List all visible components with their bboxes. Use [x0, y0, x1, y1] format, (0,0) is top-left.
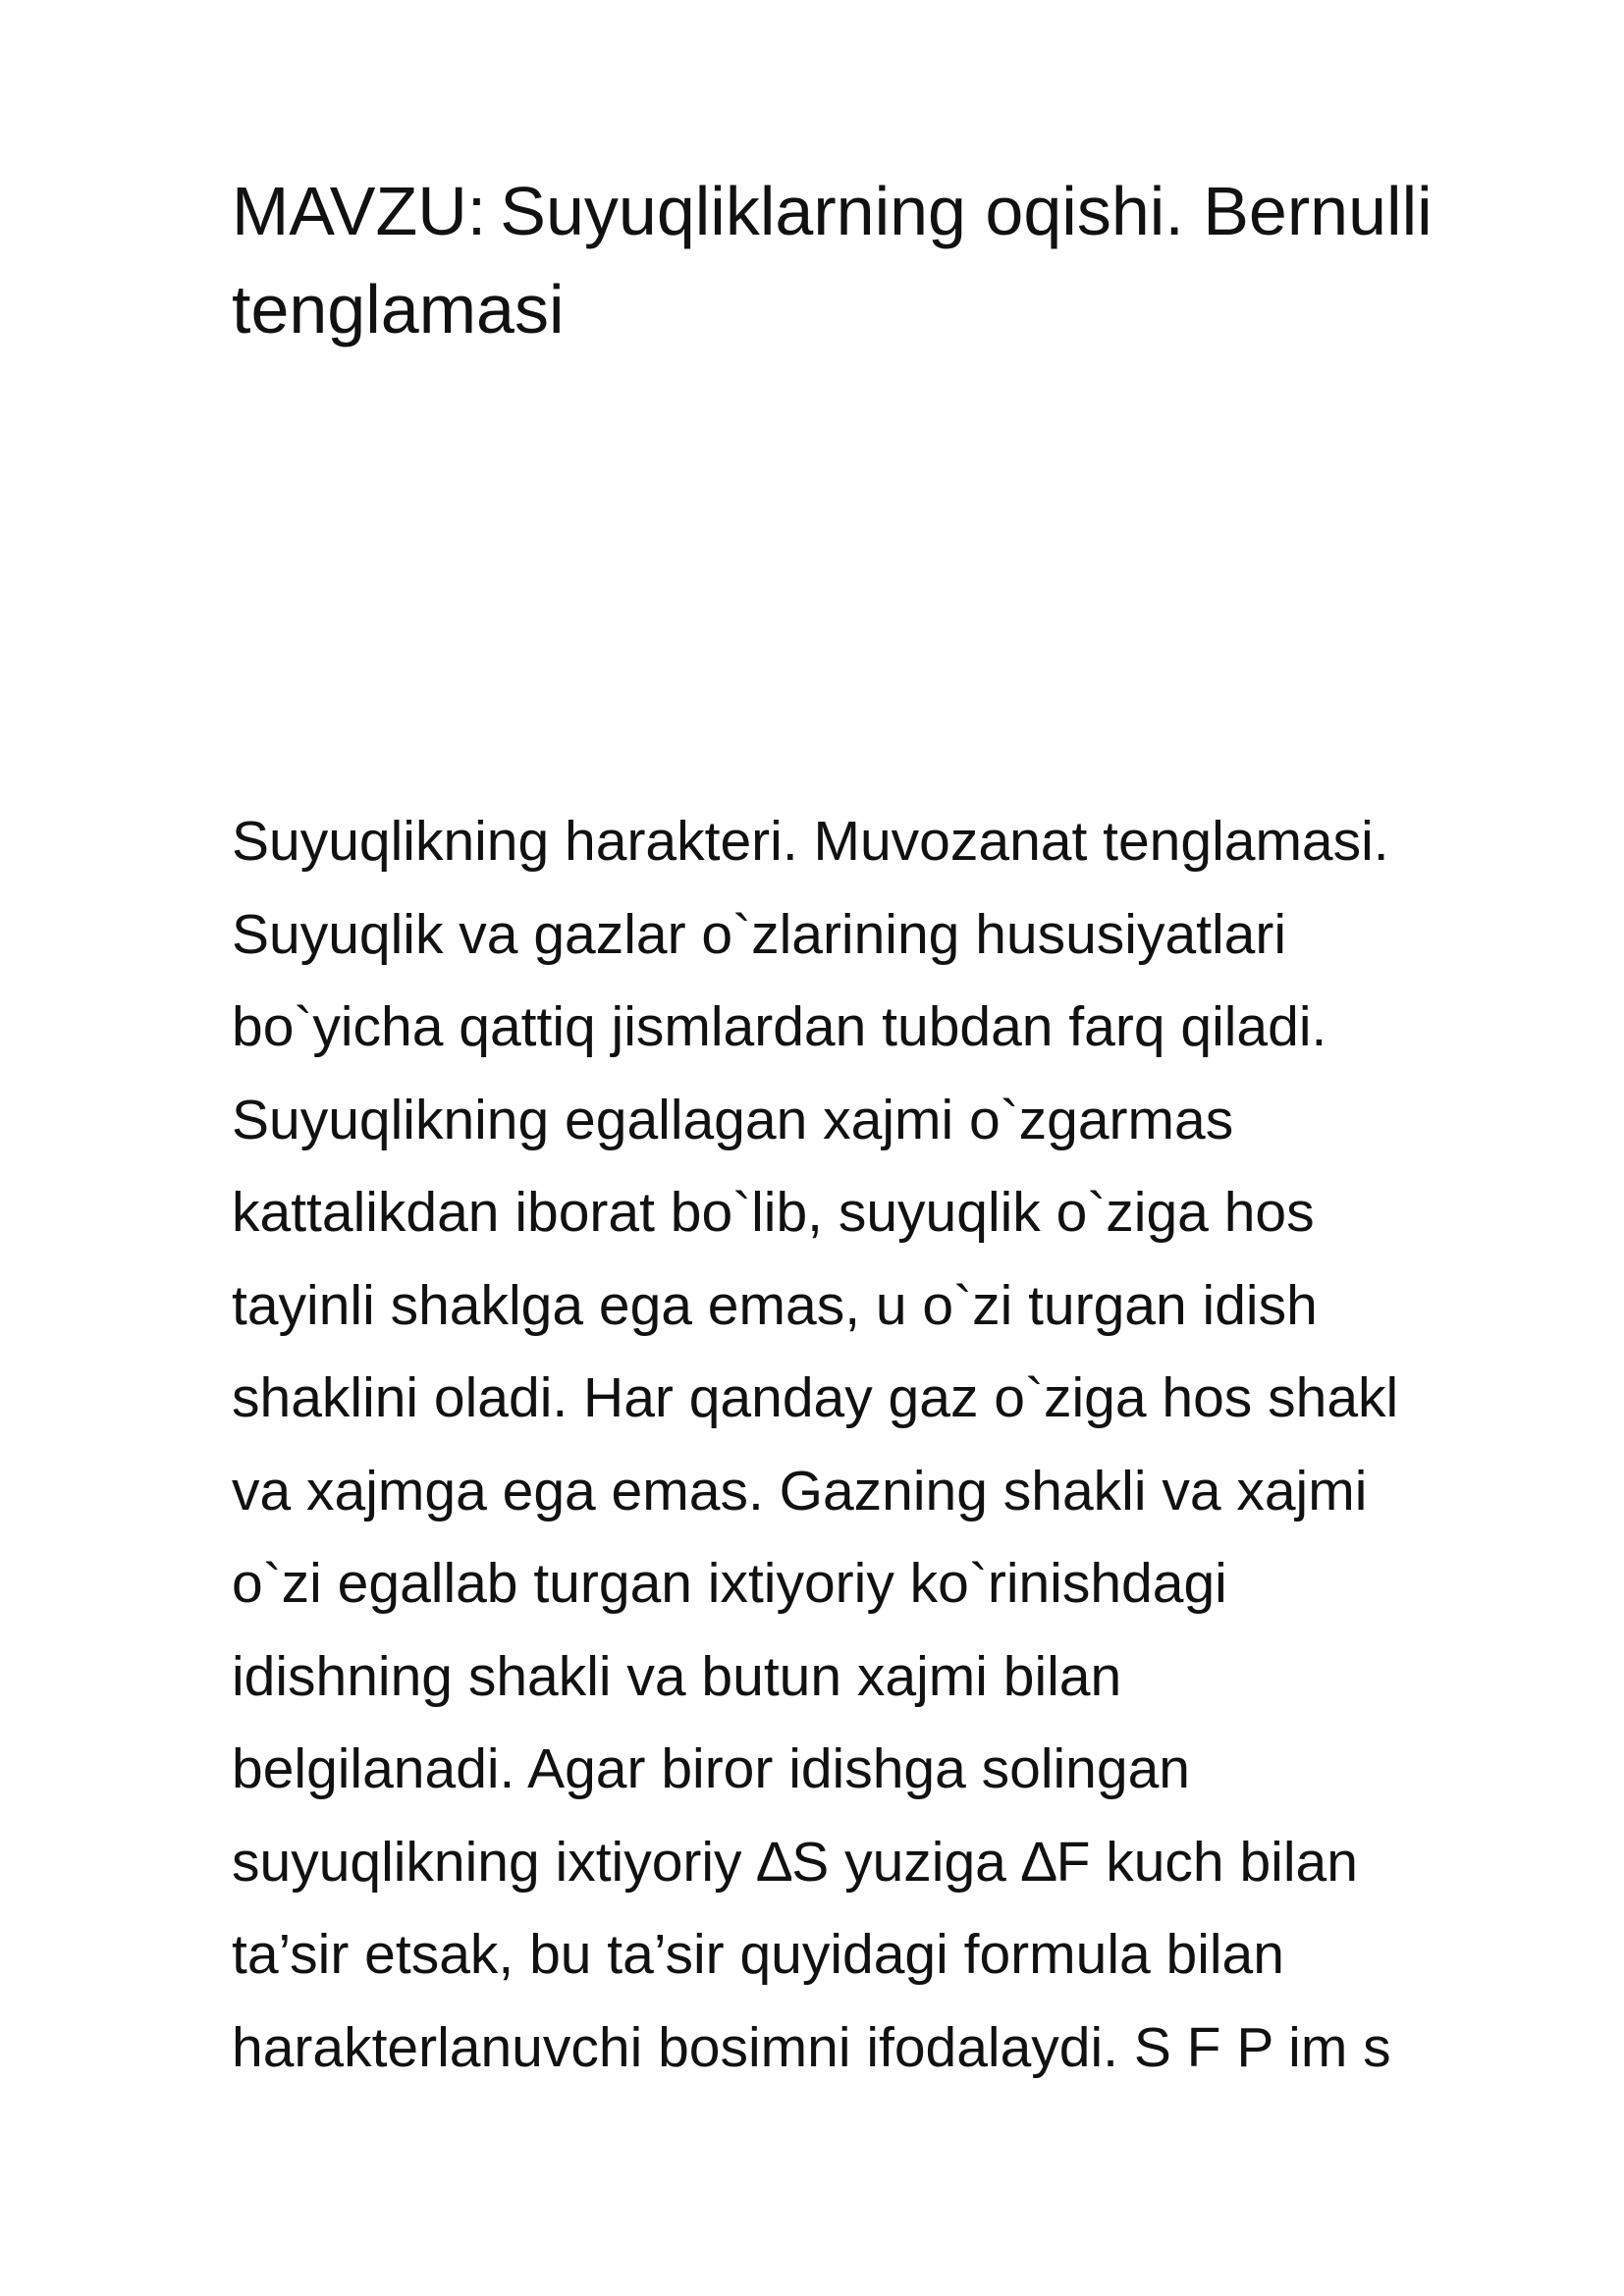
paragraph-line: harakterlanuvchi bosimni ifodalaydi. S F P im s	[232, 2015, 1391, 2079]
paragraph-line: kattalikdan iborat bo`lib, suyuqlik o`ziga hos	[232, 1181, 1315, 1244]
page-title	[232, 162, 1508, 358]
paragraph-line: ta’sir etsak, bu ta’sir quyidagi formula bilan	[232, 1923, 1284, 1986]
paragraph-line: idishning shakli va butun xajmi bilan	[232, 1644, 1122, 1708]
paragraph-line: belgilanadi. Agar biror idishga solingan	[232, 1737, 1190, 1800]
paragraph-line: suyuqlikning ixtiyoriy ∆S yuziga ∆F kuch bilan	[232, 1830, 1358, 1894]
body-paragraph	[232, 795, 1528, 2094]
title-text: Suyuqliklarning oqishi. Bernulli	[500, 173, 1433, 249]
paragraph-line: o`zi egallab turgan ixtiyoriy ko`rinishdagi	[232, 1552, 1227, 1615]
title-line-2: tenglamasi	[232, 271, 565, 347]
paragraph-line: Suyuqlikning egallagan xajmi o`zgarmas	[232, 1088, 1234, 1151]
paragraph-line: tayinli shaklga ega emas, u o`zi turgan idish	[232, 1273, 1318, 1337]
paragraph-line: Suyuqlik va gazlar o`zlarining hususiyatlari	[232, 902, 1287, 966]
paragraph-line: bo`yicha qattiq jismlardan tubdan farq qiladi.	[232, 995, 1327, 1058]
title-line-1	[232, 162, 1508, 260]
paragraph-line: va xajmga ega emas. Gazning shakli va xajmi	[232, 1459, 1368, 1522]
paragraph-line: Suyuqlikning harakteri. Muvozanat tenglamasi.	[232, 810, 1389, 873]
paragraph-line: shaklini oladi. Har qanday gaz o`ziga hos shakl	[232, 1366, 1399, 1429]
title-prefix: MAVZU:	[232, 173, 487, 249]
